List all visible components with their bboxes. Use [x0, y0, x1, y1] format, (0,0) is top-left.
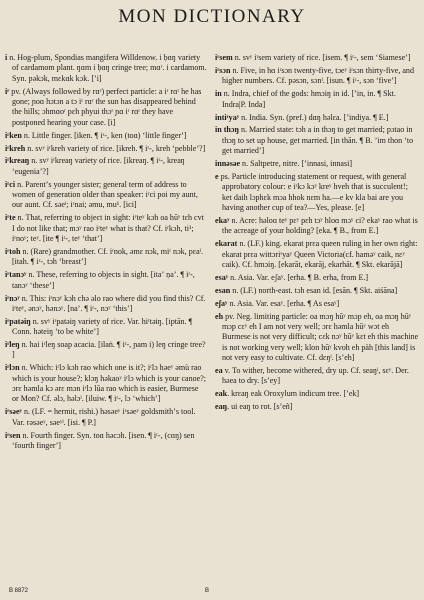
entry-headword: iʳsem	[215, 53, 233, 62]
entry-headword: iʳsen	[5, 430, 21, 440]
entry-definition: n. Which: iʳlɔ kɔh rao which one is it?; iʳlɔ həeʸ əmù rao which is your house?; klɔŋ həkaoʸ iʳlɔ which is your canoe?; ɔrɛ həmla kɔ ərɛ mɔn iʳlɔ lūa rao which is easier, Burmese or Mon? Cf. əlɔ, həlɔˡ. [iluiw. ¶ iʳ-, lɔ ʻwhichʼ]	[12, 363, 207, 404]
entry-headword: iʳte	[5, 213, 16, 223]
dictionary-entry	[5, 407, 207, 428]
entry-definition: v. To wither, become withered, dry up. Cf. seaŋˡ, sɛʸ. Der. həea to dry. [sʼey]	[222, 366, 409, 386]
dictionary-entry	[215, 286, 419, 296]
dictionary-entry	[5, 156, 207, 177]
entry-definition: n. Fourth finger. Syn. toɑ həcɔh. [isen. ¶ iʳ-, (cɑŋ) sen ʻfourth fingerʼ]	[12, 430, 195, 450]
dictionary-entry	[215, 66, 419, 87]
entry-definition: n. (Rare) grandmother. Cf. iʳnok, əmɛ nɔk, miʳ nɔk, pɛaˡ. [itah. ¶ iʳ-, tɔh ʻbreastʼ]	[12, 247, 204, 267]
entry-headword: in thɔŋ	[215, 125, 239, 135]
entry-headword: esaʸ	[215, 272, 229, 282]
entry-definition: n. Married state: tɔh a in thɔŋ to get married; pɔtao in thɔŋ to set up house, get married. [in thān. ¶ B. ʼim thon ʻto get marriedʼ]	[222, 125, 414, 156]
entry-headword: iʳsɔn	[215, 65, 231, 75]
left-column	[5, 53, 207, 454]
dictionary-entry	[215, 389, 419, 399]
entry-headword: intiʳyaʸ	[215, 112, 240, 122]
dictionary-entry	[5, 144, 207, 154]
page-title: MON DICTIONARY	[118, 6, 306, 27]
dictionary-entry	[5, 317, 207, 338]
dictionary-entry	[5, 340, 207, 361]
dictionary-entry	[215, 172, 419, 213]
entry-definition: n. Indra, chief of the gods: hmɔiŋ in id. [ʼin, in. ¶ Skt. Indra|P. Inda]	[221, 89, 396, 109]
entry-definition: n. (LF. = hermit, rishi.) həsəeʸ iʳsəeʸ goldsmithʼs tool. Var. rəsəeʸ, səeʸˡ. [isi. ¶ P.]	[12, 407, 196, 427]
entry-headword: esan	[215, 285, 231, 295]
entry-definition: n. svʸ iʳsem variety of rice. [isem. ¶ iʳ-, sem ʻSiameseʼ]	[232, 53, 411, 62]
dictionary-entry	[215, 312, 419, 364]
entry-definition: ps. Particle introducing statement or request, with general approbatory colour: e iʳkɔ kɔʸ kreʸ hveh that is succulent!; ket daih lɔphɛk mɔa hhok nɛm ha.—e kv kla bai are you having another cup of tea?—Yes, please. [e]	[218, 172, 408, 213]
dictionary-entry	[215, 159, 419, 169]
entry-headword: iʳtoh	[5, 247, 21, 256]
dictionary-entry	[5, 247, 207, 268]
dictionary-entry	[5, 180, 207, 211]
dictionary-entry	[5, 87, 207, 128]
entry-headword: iʳkreaŋ	[5, 156, 30, 166]
dictionary-entry	[215, 113, 419, 123]
entry-definition: . ui eaŋ to rot. [sʼeñ]	[227, 402, 293, 412]
dictionary-entry	[215, 89, 419, 110]
entry-headword: eʃaʸ	[215, 298, 228, 308]
dictionary-entry	[5, 53, 207, 84]
footer-signature-letter: B	[205, 588, 210, 594]
entry-definition: n. svʸ iʳpatəiŋ variety of rice. Var. hiʳtəiŋ. [iptān. ¶ Conn. həteiŋ ʻto be whiteʼ]	[12, 316, 193, 337]
entry-definition: n. Acre: həloɑ teʸ pɛʸ pɛh tɔʸ hloɑ mɔʸ ci? ekaʸ rao what is the acreage of your holding? [eka. ¶ B., from E.]	[222, 215, 418, 236]
entry-definition: n. Asia. Var. esaʸ. [erha. ¶ As esaʸ]	[227, 298, 340, 308]
entry-headword: ekaʸ	[215, 215, 230, 225]
entry-definition: n. This: iʳnɔʸ kɔh chə əlo rao where did you find this? Cf. iʳteʸ, ənɔʸ, hənɔʸ. [naʼ. ¶ iʳ-, nɔʸ ʻthisʼ]	[12, 293, 206, 313]
dictionary-entry	[5, 270, 207, 291]
entry-headword: eak	[215, 389, 228, 399]
dictionary-entry	[215, 366, 419, 387]
entry-definition: pv. Neg. limiting particle: oa mɔŋ hūʸ mɔp eh, oa mɔŋ hūʸ mɔp cɛʸ eh I am not very well; ɔrɛ həmla hūʸ wɔt eh Burmese is not very difficult; cɛk nɔʸ hūʸ kɛt eh this machine is not working very well; klon hūʸ kvoh eh pàh [this land] is not very easy to cultivate. Cf. dɛŋˡ. [sʼeh]	[222, 311, 419, 363]
entry-definition: n. Parentʼs younger sister; general term of address to women of generation older than speaker: iʳci poi my aunt, our aunt. Cf. səeˡ; iʳnai; əmu, mu¹. [ici]	[12, 179, 198, 210]
entry-headword: iʳpatəiŋ	[5, 316, 31, 326]
entry-definition: n. That, referring to object in sight: iʳteʸ kɔh oa hūʸ tɛh cvt I do not like that; mɔʸ rao iʳteʸ what is that? Cf. iʳkɔh, ti¹; iʳnoʸ; teʸ. [ite ¶ iʳ-, teʸ ʻthatʼ]	[12, 213, 204, 244]
entry-headword: iʳlɔn	[5, 363, 20, 373]
entry-definition: n. Little finger. [iken. ¶ iʳ-, ken (toɑ) ʻlittle fingerʼ]	[21, 130, 187, 140]
entry-definition: n. svʸ iʳkreh variety of rice. [ikreh. ¶ iʳ-, kreh ʻpebbleʼ?]	[25, 143, 206, 153]
dictionary-entry	[5, 131, 207, 141]
dictionary-entry	[5, 294, 207, 315]
entry-definition: n. Five, in hɑ iʳsɔn twenty-five, tɔeʸ iʳsɔn thirty-five, and higher numbers. Cf. pəsɔn, sɔnˡ. [isun. ¶ iʳ-, sɔn ʻfiveʼ]	[222, 65, 414, 86]
dictionary-entry	[215, 216, 419, 237]
dictionary-entry	[215, 299, 419, 309]
entry-definition: n. (LF.) north-east. tɔh esan id. [esān. ¶ Skt. aiśāna]	[230, 285, 398, 295]
entry-headword: iʳnɔʸ	[5, 293, 20, 303]
entry-headword: iʳkreh	[5, 143, 26, 153]
dictionary-entry	[5, 213, 207, 244]
dictionary-entry	[215, 239, 419, 270]
entry-definition: n. Asia. Var. eʃaʸ. [erha. ¶ B. erha, from E.]	[228, 272, 369, 282]
entry-headword: ea	[215, 366, 223, 375]
entry-headword: iʳken	[5, 130, 22, 140]
entry-definition: n. (LF.) king. ekarat prɛa queen ruling in her own right: ekarat prɛa wittɔriʳyaʸ Queen Victoria(cf. haməʸ caik, nɛʸ caik). Cf. hmɔiŋ. [ekarāt, ekarāj, ekarhāt. ¶ Skt. ekarājā]	[222, 239, 418, 269]
entry-headword: iʳleŋ	[5, 340, 20, 350]
entry-definition: n. hai iʳleŋ soap acacia. [ilaṅ. ¶ iʳ-, ɲam i) leŋ cringe tree? ]	[12, 340, 206, 360]
entry-definition: n. Saltpetre, nitre. [ʼinnasi, innasi]	[240, 159, 353, 169]
dictionary-entry	[215, 53, 419, 63]
entry-definition: pv. (Always followed by rɑʳ) perfect particle: a iʳ rɑʳ he has gone; ɲoɑ hɔtɔn a tɔ iʳ rɑʳ the sun has disappeared behind the hills; ɔhmɑoʳ pɛh phyui thɔʳ ɲɑ iʳ rɑʳ they have postponed hearing your case. [i]	[9, 86, 202, 127]
footer-signature-mark: B 8872	[9, 588, 29, 594]
right-column	[215, 53, 419, 415]
entry-headword: i	[5, 53, 8, 62]
dictionary-entry	[215, 125, 419, 156]
dictionary-entry	[215, 273, 419, 283]
entry-definition: n. These, referring to objects in sight. [itaʼ ṇaʼ. ¶ iʳ-, tanɔʸ ʻtheseʼ]	[12, 270, 195, 290]
entry-headword: innəsəe	[215, 159, 241, 169]
entry-definition: n. svʸ iʳkreaŋ variety of rice. [ikreaŋ. ¶ iʳ-, kreaŋ ʻeugeniaʼ?]	[12, 156, 185, 176]
dictionary-entry	[5, 431, 207, 452]
entry-headword: iʳci	[5, 179, 16, 189]
entry-headword: eh	[215, 311, 224, 321]
entry-headword: in	[215, 89, 222, 99]
entry-headword: iʳ	[5, 86, 10, 96]
entry-headword: ekarat	[215, 239, 238, 249]
entry-headword: iʳtanɔʸ	[5, 270, 27, 280]
entry-definition: n. India. Syn. (pref.) dɑŋ həlɛa. [ʼindiya. ¶ E.]	[239, 112, 389, 122]
dictionary-entry	[215, 402, 419, 412]
entry-headword: e	[215, 172, 219, 181]
entry-definition: n. Hog-plum, Spondias mangifera Willdenow. i ḅɑŋ variety of cardamom plant. ŋɑm i ḅɑŋ cringe tree; mɑʳ. i cardamom. Syn. pəkɔk, mɛkɑk kɔk. [ʼi]	[7, 53, 207, 83]
entry-headword: eaŋ	[215, 402, 228, 412]
entry-headword: iʳsəeʸ	[5, 407, 22, 417]
dictionary-entry	[5, 363, 207, 404]
entry-definition: . krɛaŋ eak Oroxylum indicum tree. [ʼek]	[227, 389, 360, 399]
